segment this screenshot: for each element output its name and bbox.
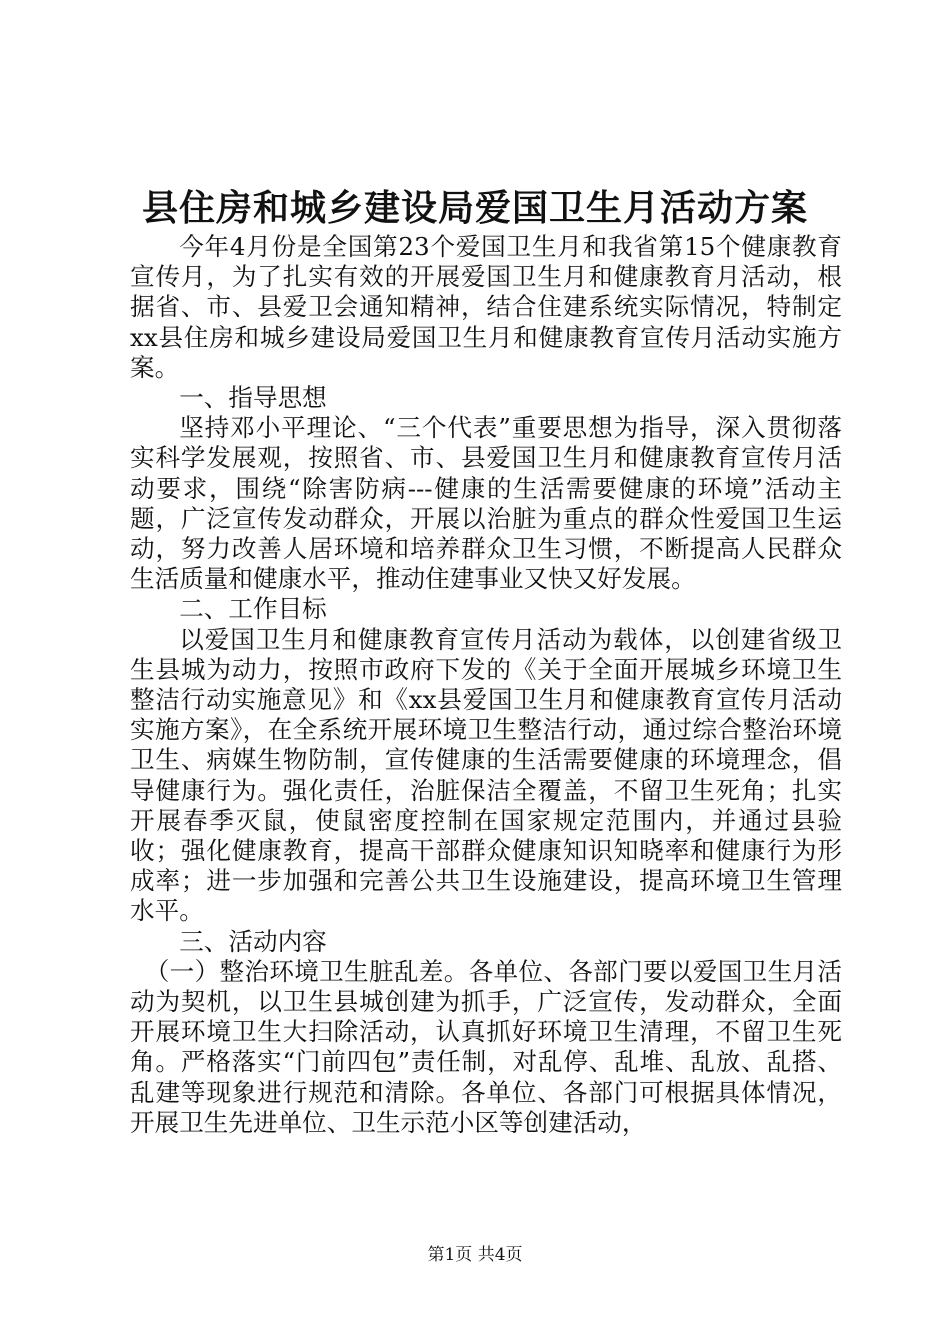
page-footer: 第1页 共4页 [427, 1245, 523, 1265]
work-goals-paragraph: 以爱国卫生月和健康教育宣传月活动为载体，以创建省级卫生县城为动力，按照市政府下发的《关于全面开展城乡环境卫生整洁行动实施意见》和《xx县爱国卫生月和健康教育宣传月活动实施方案》，在全系统开展环境卫生整洁行动，通过综合整治环境卫生、病媒生物防制，宣传健康的生活需要健康的环境理念，倡导健康行为。强化责任，治脏保洁全覆盖，不留卫生死角；扎实开展春季灭鼠，使鼠密度控制在国家规定范围内，并通过县验收；强化健康教育，提高干部群众健康知识知晓率和健康行为形成率；进一步加强和完善公共卫生设施建设，提高环境卫生管理水平。 [130, 624, 842, 926]
document-body [130, 232, 842, 1138]
section-heading-guiding-ideology: 一、指导思想 [179, 383, 327, 413]
guiding-ideology-paragraph: 坚持邓小平理论、“三个代表”重要思想为指导，深入贯彻落实科学发展观，按照省、市、县爱国卫生月和健康教育宣传月活动要求，围绕“除害防病---健康的生活需要健康的环境”活动主题，广泛宣传发动群众，开展以治脏为重点的群众性爱国卫生运动，努力改善人居环境和培养群众卫生习惯，不断提高人民群众生活质量和健康水平，推动住建事业又快又好发展。 [130, 413, 842, 594]
activity-content-paragraph: （一）整治环境卫生脏乱差。各单位、各部门要以爱国卫生月活动为契机，以卫生县城创建为抓手，广泛宣传，发动群众，全面开展环境卫生大扫除活动，认真抓好环境卫生清理，不留卫生死角。严格落实“门前四包”责任制，对乱停、乱堆、乱放、乱搭、乱建等现象进行规范和清除。各单位、各部门可根据具体情况，开展卫生先进单位、卫生示范小区等创建活动， [130, 956, 842, 1137]
document-title: 县住房和城乡建设局爱国卫生月活动方案 [141, 187, 808, 229]
intro-paragraph: 今年4月份是全国第23个爱国卫生月和我省第15个健康教育宣传月，为了扎实有效的开展爱国卫生月和健康教育月活动，根据省、市、县爱卫会通知精神，结合住建系统实际情况，特制定xx县住房和城乡建设局爱国卫生月和健康教育宣传月活动实施方案。 [130, 232, 842, 382]
section-heading-work-goals: 二、工作目标 [179, 594, 327, 624]
section-heading-activity-content: 三、活动内容 [179, 926, 327, 956]
